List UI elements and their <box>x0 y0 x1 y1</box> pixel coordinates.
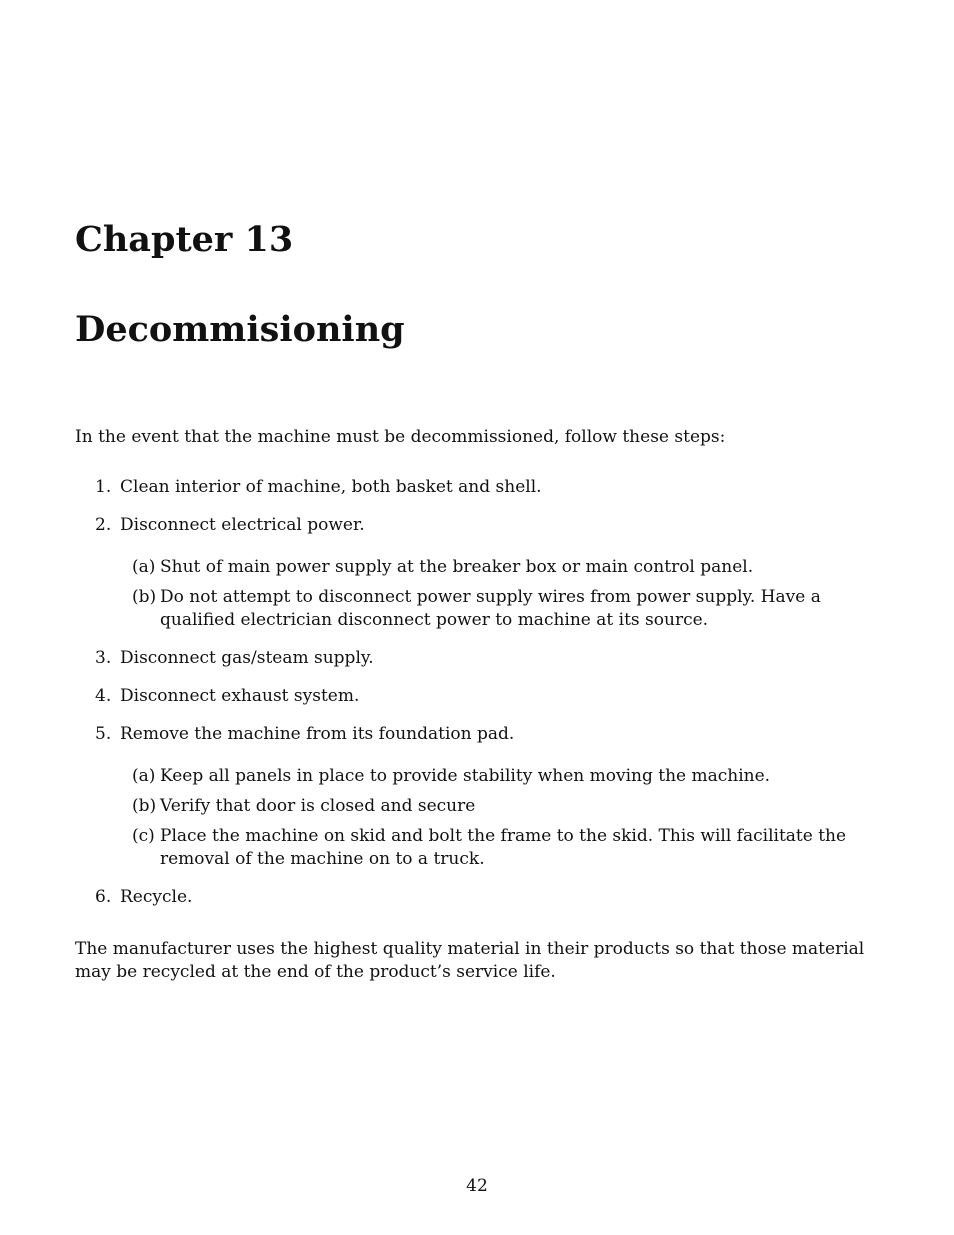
step-item <box>75 685 880 708</box>
step-text: Disconnect exhaust system. <box>120 686 360 706</box>
step-number: 5. <box>95 724 112 744</box>
step-item <box>75 723 880 871</box>
sub-step-number: (c) <box>132 826 155 846</box>
sub-step-text: Do not attempt to disconnect power supply wires from power supply. Have a qualified electrician disconnect power to machine at its source. <box>160 587 821 630</box>
chapter-title: Decommisioning <box>75 309 405 350</box>
chapter-label: Chapter 13 <box>75 219 294 260</box>
step-number: 2. <box>95 515 112 535</box>
step-text: Disconnect gas/steam supply. <box>120 648 374 668</box>
sub-step-number: (a) <box>132 766 156 786</box>
step-number: 1. <box>95 477 112 497</box>
sub-steps-list <box>120 556 880 632</box>
sub-step-number: (b) <box>132 796 157 816</box>
sub-step-item <box>120 795 880 818</box>
step-text: Disconnect electrical power. <box>120 515 365 535</box>
sub-step-number: (a) <box>132 557 156 577</box>
step-item <box>75 476 880 499</box>
sub-steps-list <box>120 765 880 871</box>
closing-paragraph: The manufacturer uses the highest quality material in their products so that those material may be recycled at the end of the product’s service life. <box>75 939 865 982</box>
step-item <box>75 514 880 632</box>
sub-step-text: Shut of main power supply at the breaker box or main control panel. <box>160 557 754 577</box>
step-number: 3. <box>95 648 112 668</box>
sub-step-item <box>120 765 880 788</box>
step-text: Remove the machine from its foundation pad. <box>120 724 515 744</box>
step-text: Recycle. <box>120 887 193 907</box>
page-number: 42 <box>466 1176 488 1196</box>
step-item <box>75 647 880 670</box>
sub-step-item <box>120 825 880 871</box>
step-number: 6. <box>95 887 112 907</box>
sub-step-text: Place the machine on skid and bolt the frame to the skid. This will facilitate the removal of the machine on to a truck. <box>160 826 847 869</box>
step-number: 4. <box>95 686 112 706</box>
sub-step-text: Verify that door is closed and secure <box>160 796 476 816</box>
sub-step-item <box>120 586 880 632</box>
sub-step-text: Keep all panels in place to provide stability when moving the machine. <box>160 766 771 786</box>
steps-list <box>75 476 880 924</box>
step-text: Clean interior of machine, both basket and shell. <box>120 477 542 497</box>
sub-step-number: (b) <box>132 587 157 607</box>
intro-paragraph: In the event that the machine must be decommissioned, follow these steps: <box>75 427 726 447</box>
step-item <box>75 886 880 909</box>
sub-step-item <box>120 556 880 579</box>
